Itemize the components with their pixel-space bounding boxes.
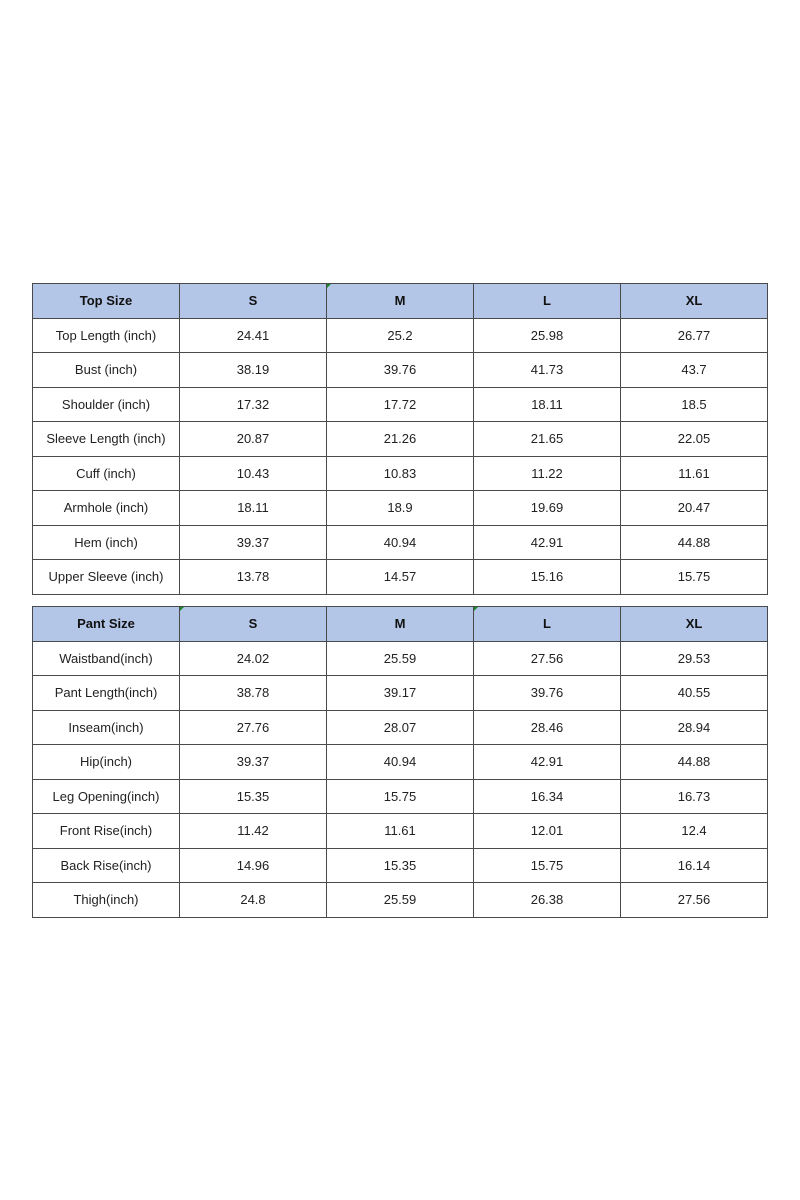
table-row <box>33 387 768 422</box>
table-row <box>33 710 768 745</box>
table-cell: 44.88 <box>621 525 768 560</box>
cell-comment-marker-icon <box>474 607 478 611</box>
table-cell: 20.47 <box>621 491 768 526</box>
table-cell: 42.91 <box>474 525 621 560</box>
measurement-label: Front Rise(inch) <box>33 814 180 849</box>
table-row <box>33 745 768 780</box>
table-cell: 17.32 <box>180 387 327 422</box>
table-cell: 16.73 <box>621 779 768 814</box>
table-cell: 10.43 <box>180 456 327 491</box>
table-cell: 17.72 <box>327 387 474 422</box>
top-size-header-label: Top Size <box>33 284 180 319</box>
table-row <box>33 422 768 457</box>
measurement-label: Armhole (inch) <box>33 491 180 526</box>
measurement-label: Hem (inch) <box>33 525 180 560</box>
table-cell: 40.94 <box>327 745 474 780</box>
table-cell: 15.75 <box>327 779 474 814</box>
table-cell: 15.35 <box>327 848 474 883</box>
table-cell: 43.7 <box>621 353 768 388</box>
table-cell: 18.5 <box>621 387 768 422</box>
table-cell: 21.26 <box>327 422 474 457</box>
table-cell: 28.07 <box>327 710 474 745</box>
table-row <box>33 883 768 918</box>
table-cell: 15.35 <box>180 779 327 814</box>
table-cell: 28.94 <box>621 710 768 745</box>
measurement-label: Inseam(inch) <box>33 710 180 745</box>
table-cell: 18.11 <box>474 387 621 422</box>
table-row <box>33 491 768 526</box>
pant-size-header-label: Pant Size <box>33 607 180 642</box>
measurement-label: Leg Opening(inch) <box>33 779 180 814</box>
table-row <box>33 641 768 676</box>
table-cell: 38.78 <box>180 676 327 711</box>
table-cell: 26.77 <box>621 318 768 353</box>
measurement-label: Cuff (inch) <box>33 456 180 491</box>
top-size-header-s: S <box>180 284 327 319</box>
table-cell: 11.61 <box>621 456 768 491</box>
top-size-header-row <box>33 284 768 319</box>
table-cell: 15.16 <box>474 560 621 595</box>
top-size-header-xl: XL <box>621 284 768 319</box>
table-cell: 12.01 <box>474 814 621 849</box>
table-row <box>33 848 768 883</box>
table-cell: 24.41 <box>180 318 327 353</box>
table-cell: 25.59 <box>327 883 474 918</box>
measurement-label: Bust (inch) <box>33 353 180 388</box>
table-row <box>33 353 768 388</box>
table-cell: 12.4 <box>621 814 768 849</box>
table-cell: 40.94 <box>327 525 474 560</box>
table-cell: 14.57 <box>327 560 474 595</box>
measurement-label: Upper Sleeve (inch) <box>33 560 180 595</box>
pant-size-header-xl: XL <box>621 607 768 642</box>
table-row <box>33 456 768 491</box>
pant-size-header-s: S <box>180 607 327 642</box>
pant-size-table <box>32 606 768 918</box>
table-cell: 21.65 <box>474 422 621 457</box>
table-cell: 28.46 <box>474 710 621 745</box>
table-cell: 22.05 <box>621 422 768 457</box>
table-cell: 39.76 <box>474 676 621 711</box>
table-cell: 41.73 <box>474 353 621 388</box>
table-row <box>33 676 768 711</box>
measurement-label: Hip(inch) <box>33 745 180 780</box>
measurement-label: Top Length (inch) <box>33 318 180 353</box>
table-cell: 11.42 <box>180 814 327 849</box>
table-cell: 11.22 <box>474 456 621 491</box>
pant-size-header-row <box>33 607 768 642</box>
table-cell: 24.8 <box>180 883 327 918</box>
table-cell: 11.61 <box>327 814 474 849</box>
pant-size-header-l: L <box>474 607 621 642</box>
measurement-label: Thigh(inch) <box>33 883 180 918</box>
table-cell: 27.56 <box>474 641 621 676</box>
table-cell: 44.88 <box>621 745 768 780</box>
table-cell: 18.9 <box>327 491 474 526</box>
table-cell: 39.37 <box>180 745 327 780</box>
table-cell: 14.96 <box>180 848 327 883</box>
table-cell: 29.53 <box>621 641 768 676</box>
cell-comment-marker-icon <box>327 284 331 288</box>
top-size-header-m: M <box>327 284 474 319</box>
table-cell: 40.55 <box>621 676 768 711</box>
cell-comment-marker-icon <box>180 607 184 611</box>
table-cell: 25.59 <box>327 641 474 676</box>
measurement-label: Back Rise(inch) <box>33 848 180 883</box>
table-cell: 20.87 <box>180 422 327 457</box>
top-size-header-l: L <box>474 284 621 319</box>
table-cell: 27.56 <box>621 883 768 918</box>
table-row <box>33 525 768 560</box>
table-cell: 39.37 <box>180 525 327 560</box>
table-cell: 10.83 <box>327 456 474 491</box>
table-cell: 16.34 <box>474 779 621 814</box>
table-cell: 25.2 <box>327 318 474 353</box>
table-cell: 24.02 <box>180 641 327 676</box>
table-cell: 13.78 <box>180 560 327 595</box>
table-row <box>33 814 768 849</box>
table-row <box>33 779 768 814</box>
measurement-label: Shoulder (inch) <box>33 387 180 422</box>
table-cell: 39.76 <box>327 353 474 388</box>
table-cell: 15.75 <box>621 560 768 595</box>
table-cell: 19.69 <box>474 491 621 526</box>
table-cell: 15.75 <box>474 848 621 883</box>
table-cell: 18.11 <box>180 491 327 526</box>
table-cell: 38.19 <box>180 353 327 388</box>
table-cell: 42.91 <box>474 745 621 780</box>
measurement-label: Waistband(inch) <box>33 641 180 676</box>
measurement-label: Sleeve Length (inch) <box>33 422 180 457</box>
top-size-table <box>32 283 768 595</box>
table-cell: 39.17 <box>327 676 474 711</box>
pant-size-header-m: M <box>327 607 474 642</box>
table-cell: 27.76 <box>180 710 327 745</box>
table-cell: 26.38 <box>474 883 621 918</box>
table-cell: 16.14 <box>621 848 768 883</box>
measurement-label: Pant Length(inch) <box>33 676 180 711</box>
table-cell: 25.98 <box>474 318 621 353</box>
table-row <box>33 318 768 353</box>
table-row <box>33 560 768 595</box>
